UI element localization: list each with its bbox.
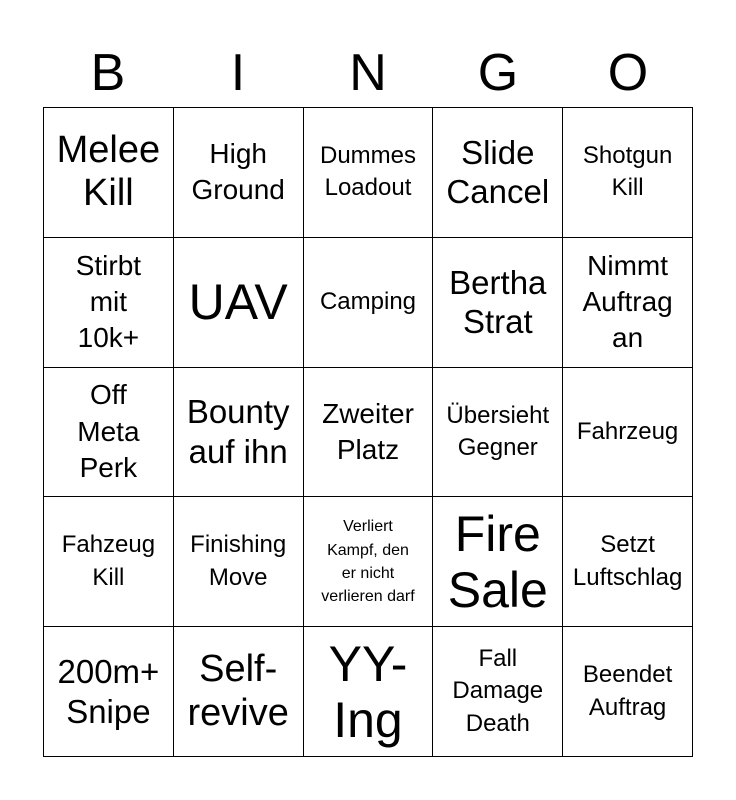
bingo-cell[interactable]: Fahrzeug: [563, 368, 693, 498]
header-letter-i: I: [230, 44, 246, 102]
header-letter-o: O: [607, 44, 649, 102]
bingo-cell[interactable]: Off Meta Perk: [44, 368, 174, 498]
bingo-cell[interactable]: Bertha Strat: [433, 238, 563, 368]
bingo-cell[interactable]: Übersieht Gegner: [433, 368, 563, 498]
bingo-cell[interactable]: Slide Cancel: [433, 108, 563, 238]
bingo-cell[interactable]: Fahzeug Kill: [44, 497, 174, 627]
bingo-cell[interactable]: High Ground: [174, 108, 304, 238]
bingo-cell[interactable]: Setzt Luftschlag: [563, 497, 693, 627]
bingo-cell[interactable]: 200m+ Snipe: [44, 627, 174, 757]
bingo-cell[interactable]: Camping: [304, 238, 434, 368]
bingo-cell[interactable]: Fire Sale: [433, 497, 563, 627]
bingo-cell[interactable]: Fall Damage Death: [433, 627, 563, 757]
header-letter-g: G: [477, 44, 519, 102]
bingo-cell[interactable]: UAV: [174, 238, 304, 368]
bingo-cell[interactable]: Melee Kill: [44, 108, 174, 238]
bingo-cell[interactable]: Beendet Auftrag: [563, 627, 693, 757]
bingo-header: [43, 40, 693, 106]
header-letter-b: B: [90, 44, 126, 102]
bingo-card-grid: [43, 107, 693, 757]
bingo-cell[interactable]: Finishing Move: [174, 497, 304, 627]
bingo-cell[interactable]: Stirbt mit 10k+: [44, 238, 174, 368]
bingo-cell[interactable]: Dummes Loadout: [304, 108, 434, 238]
bingo-cell[interactable]: YY- Ing: [304, 627, 434, 757]
bingo-cell[interactable]: Zweiter Platz: [304, 368, 434, 498]
bingo-cell[interactable]: Nimmt Auftrag an: [563, 238, 693, 368]
bingo-cell[interactable]: Self- revive: [174, 627, 304, 757]
bingo-cell[interactable]: Verliert Kampf, den er nicht verlieren darf: [304, 497, 434, 627]
bingo-cell[interactable]: Bounty auf ihn: [174, 368, 304, 498]
header-letter-n: N: [349, 44, 387, 102]
bingo-cell[interactable]: Shotgun Kill: [563, 108, 693, 238]
